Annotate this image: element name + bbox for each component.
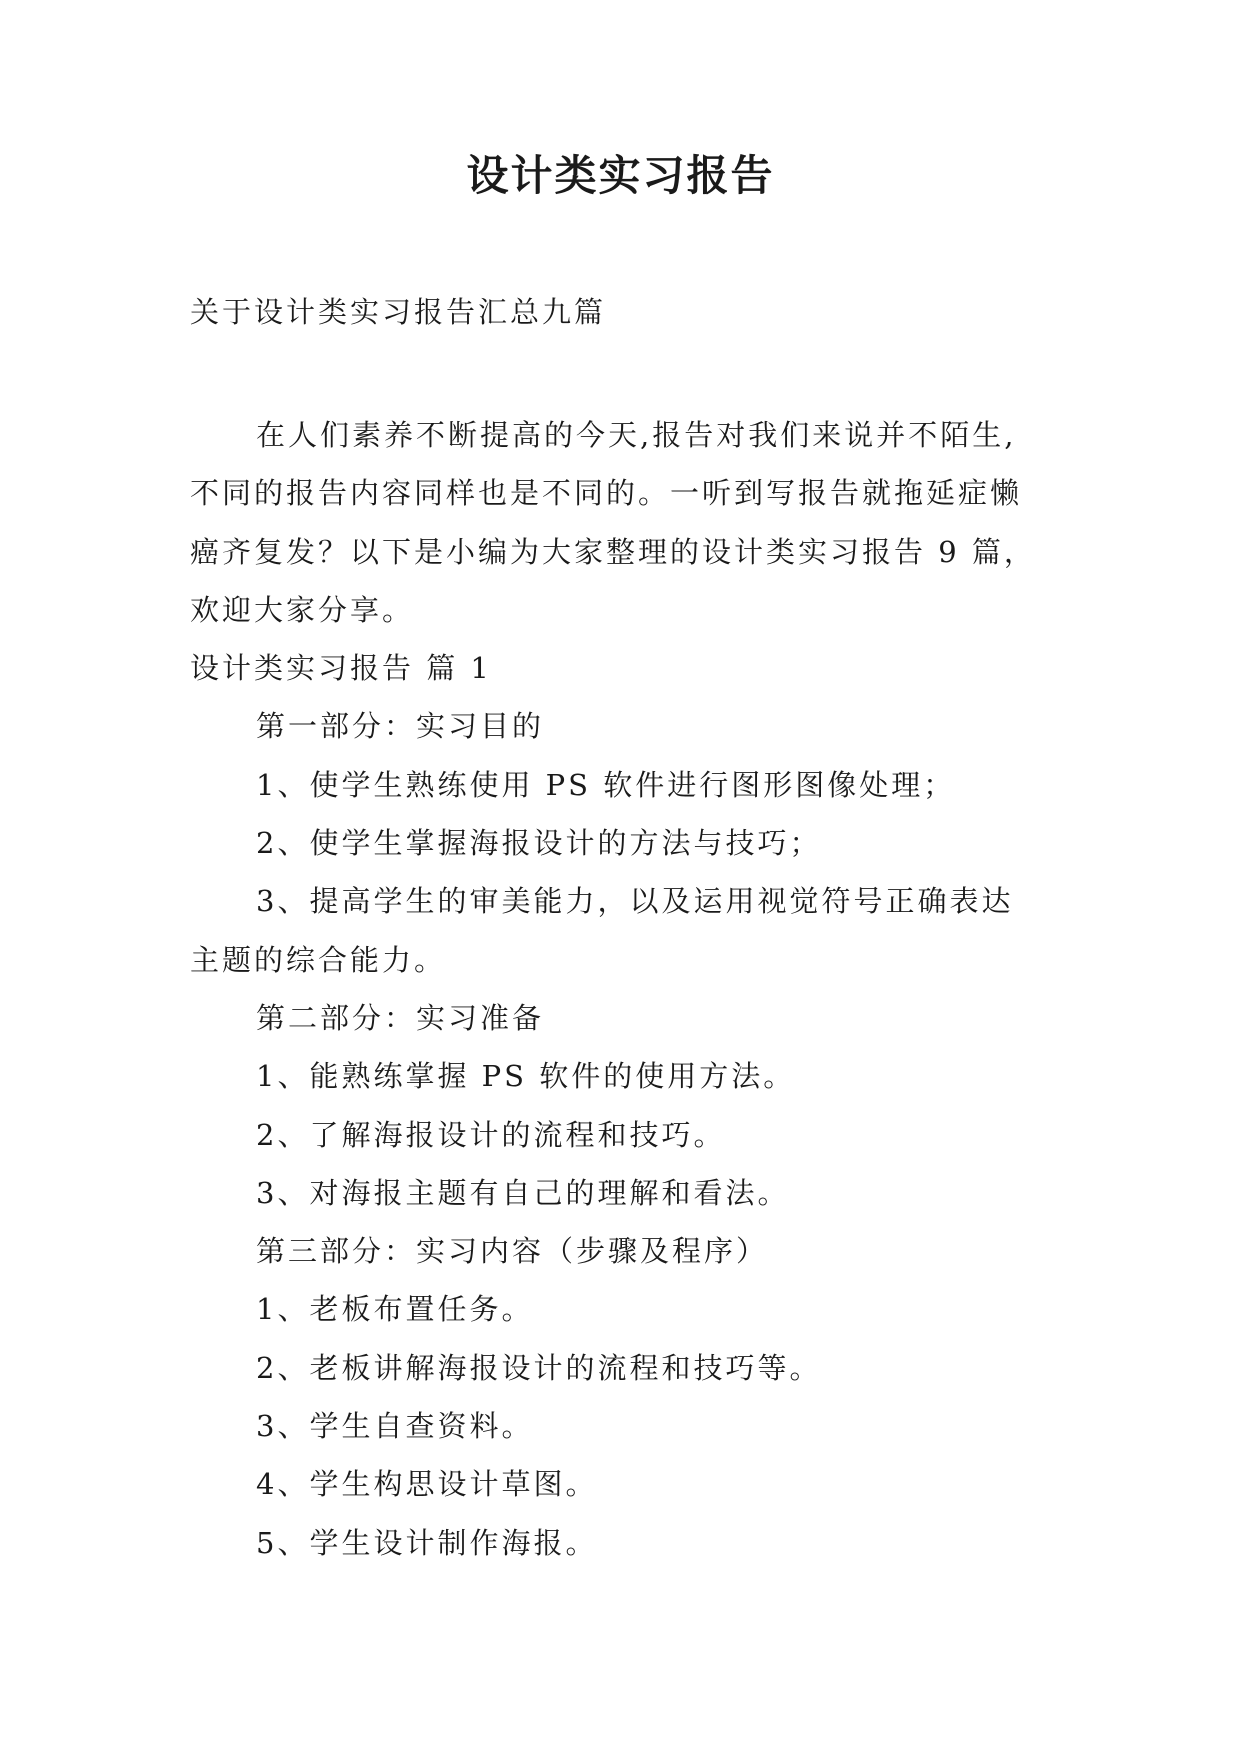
- content-line: 3、提高学生的审美能力，以及运用视觉符号正确表达: [256, 884, 1014, 919]
- intro-line: 不同的报告内容同样也是不同的。一听到写报告就拖延症懒: [190, 476, 1023, 511]
- content-line: 2、老板讲解海报设计的流程和技巧等。: [256, 1350, 822, 1385]
- content-line: 1、老板布置任务。: [256, 1292, 534, 1327]
- content-line: 第二部分：实习准备: [256, 1000, 545, 1035]
- content-lines: [190, 697, 1062, 1571]
- intro-line: 癌齐复发？以下是小编为大家整理的设计类实习报告 9 篇，: [190, 534, 1036, 569]
- content-line: 主题的综合能力。: [190, 942, 447, 977]
- intro-paragraph: [190, 406, 1062, 639]
- content-line: 4、学生构思设计草图。: [256, 1467, 598, 1502]
- document-title: 设计类实习报告: [466, 151, 775, 200]
- document-body: [190, 406, 1062, 1572]
- content-line: 3、对海报主题有自己的理解和看法。: [256, 1175, 790, 1210]
- content-line: 第一部分：实习目的: [256, 709, 545, 744]
- section-heading: 设计类实习报告 篇 1: [190, 651, 492, 686]
- content-line: 1、使学生熟练使用 PS 软件进行图形图像处理；: [256, 767, 956, 802]
- intro-line: 在人们素养不断提高的今天,报告对我们来说并不陌生,: [256, 418, 1017, 452]
- content-line: 5、学生设计制作海报。: [256, 1525, 598, 1560]
- content-line: 2、了解海报设计的流程和技巧。: [256, 1117, 726, 1152]
- document-subtitle: 关于设计类实习报告汇总九篇: [190, 295, 607, 329]
- content-line: 1、能熟练掌握 PS 软件的使用方法。: [256, 1059, 796, 1094]
- content-line: 2、使学生掌握海报设计的方法与技巧；: [256, 826, 822, 861]
- intro-line: 欢迎大家分享。: [190, 592, 415, 627]
- content-line: 第三部分：实习内容（步骤及程序）: [256, 1234, 769, 1269]
- content-line: 3、学生自查资料。: [256, 1409, 534, 1444]
